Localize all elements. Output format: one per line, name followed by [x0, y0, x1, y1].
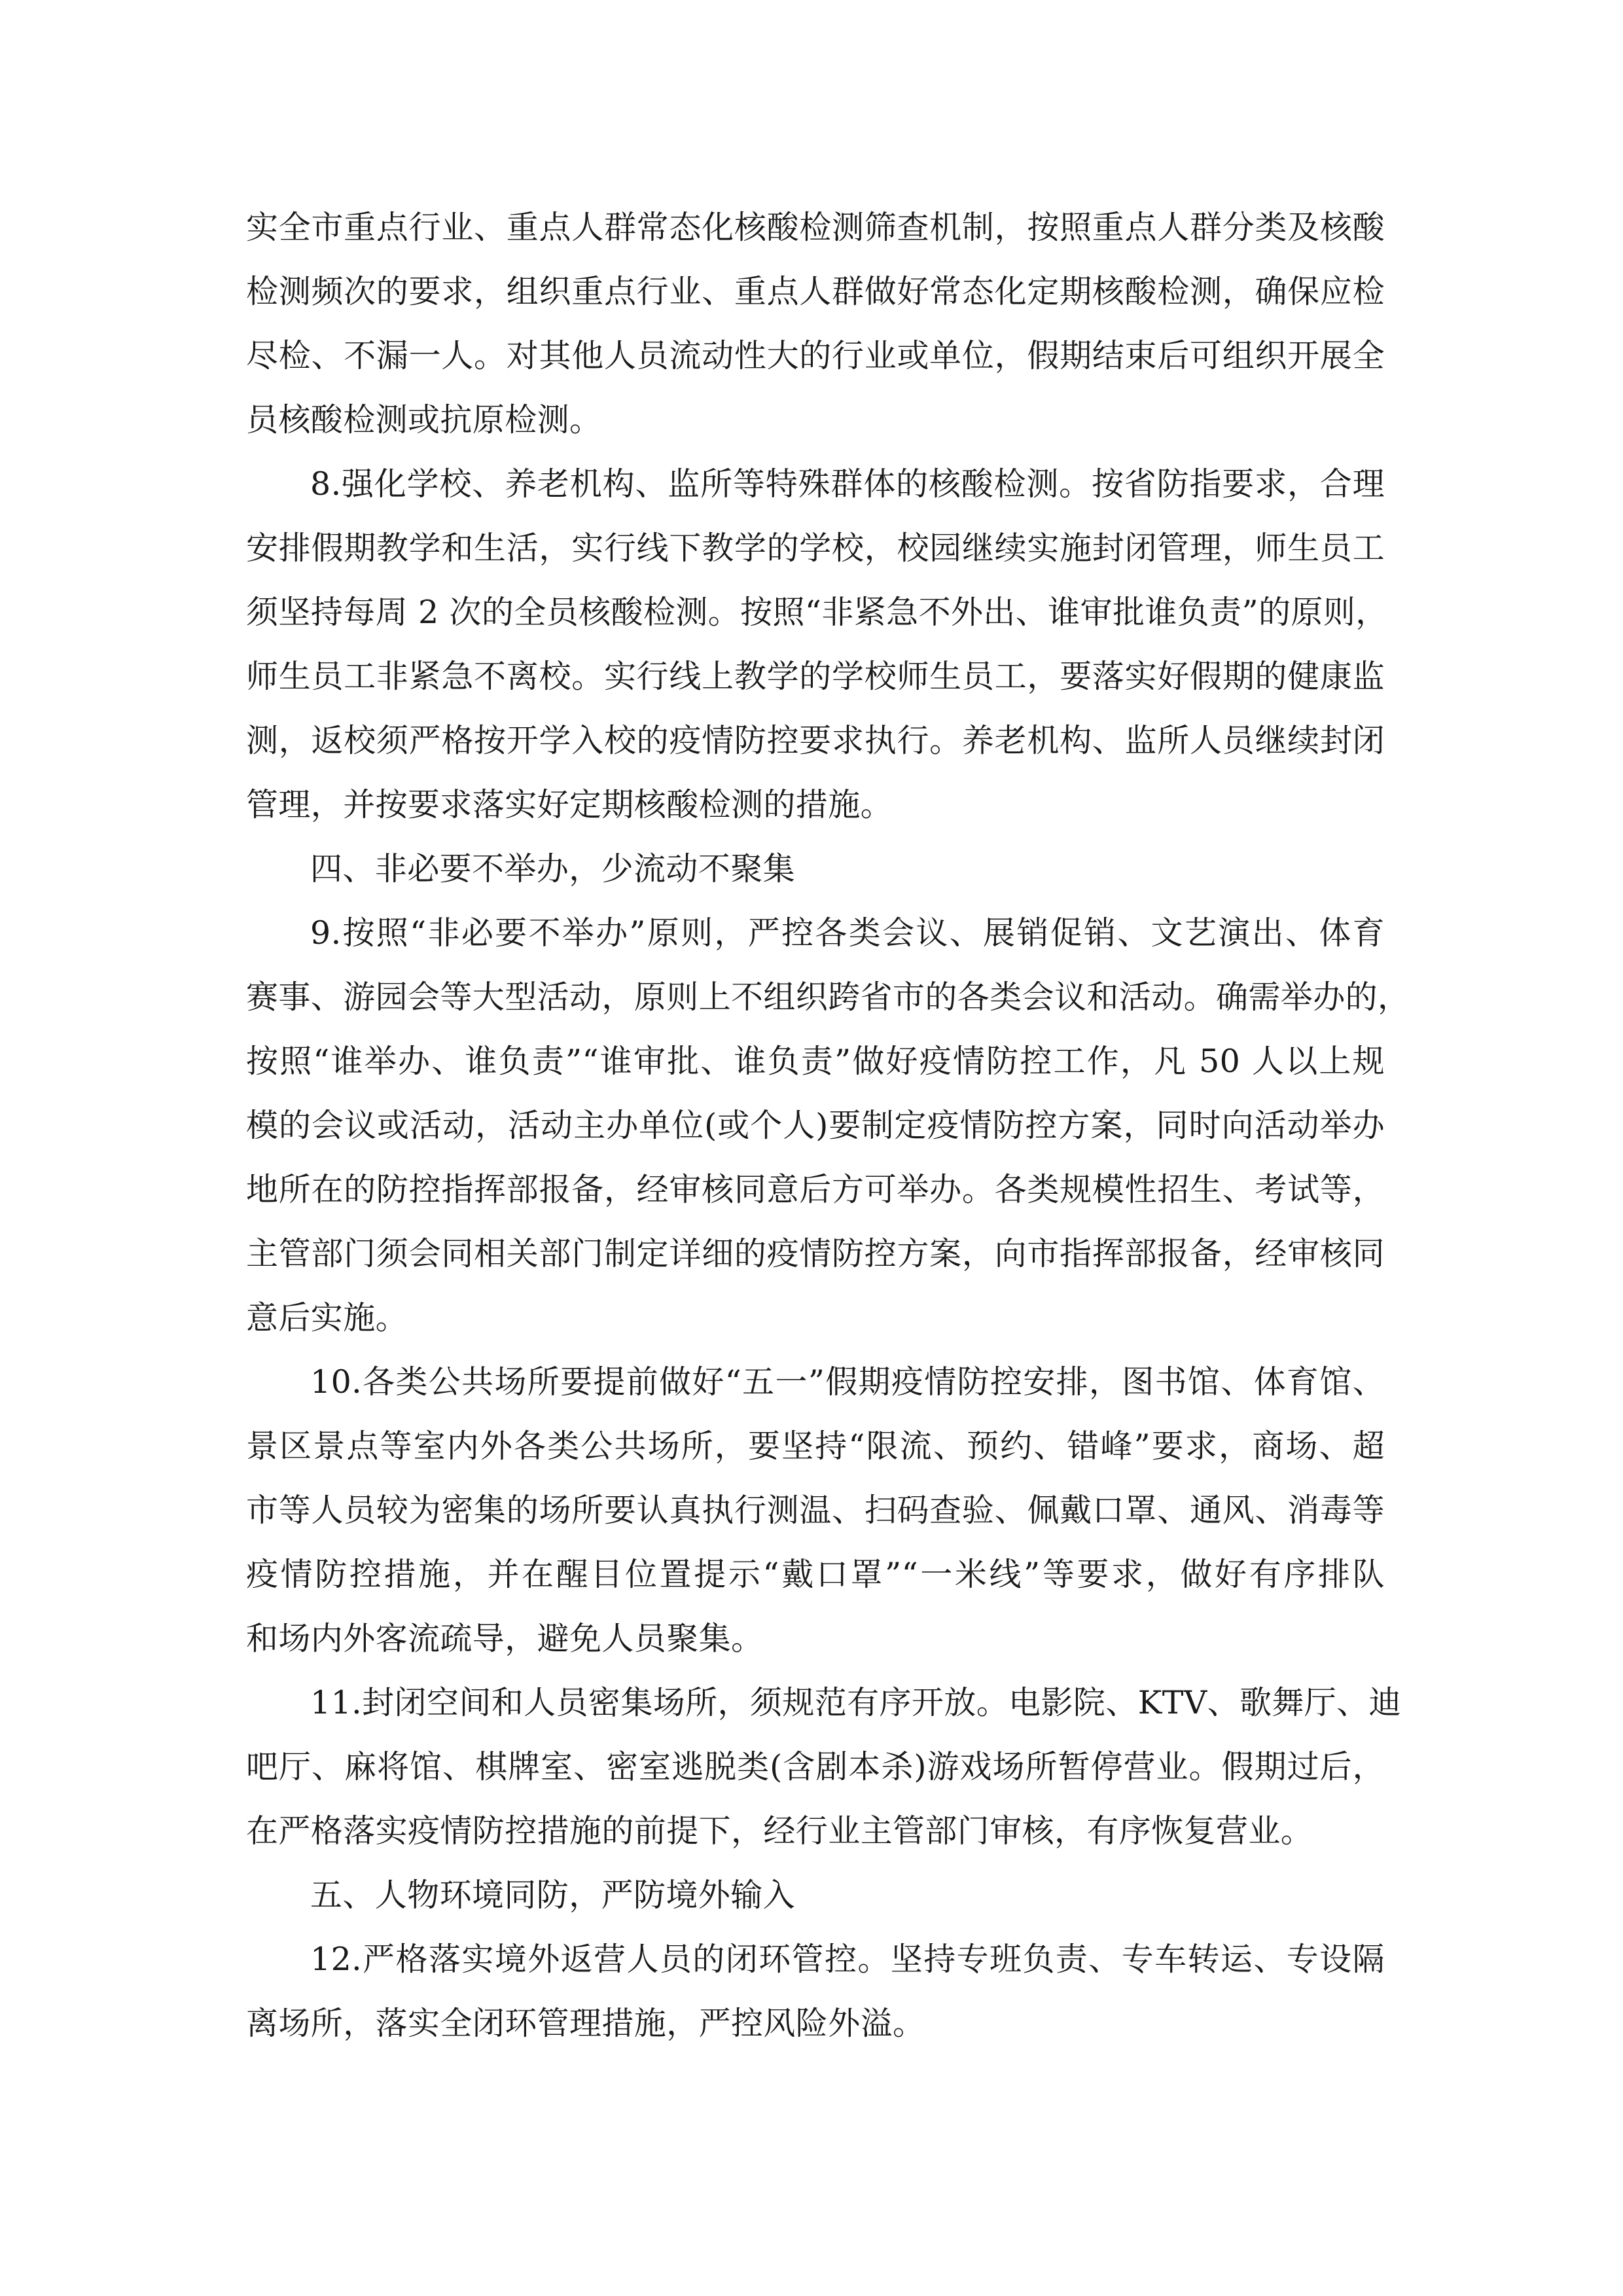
paragraph-start-line: 8.强化学校、养老机构、监所等特殊群体的核酸检测。按省防指要求，合理: [310, 465, 1385, 503]
text-line: 测，返校须严格按开学入校的疫情防控要求执行。养老机构、监所人员继续封闭: [246, 722, 1385, 759]
paragraph-start-line: 10.各类公共场所要提前做好“五一”假期疫情防控安排，图书馆、体育馆、: [310, 1363, 1385, 1401]
text-line: 地所在的防控指挥部报备，经审核同意后方可举办。各类规模性招生、考试等，: [246, 1171, 1385, 1208]
text-line: 实全市重点行业、重点人群常态化核酸检测筛查机制，按照重点人群分类及核酸: [246, 209, 1385, 246]
text-line: 尽检、不漏一人。对其他人员流动性大的行业或单位，假期结束后可组织开展全: [246, 337, 1385, 374]
text-line: 吧厅、麻将馆、棋牌室、密室逃脱类(含剧本杀)游戏场所暂停营业。假期过后，: [246, 1748, 1385, 1785]
text-line: 管理，并按要求落实好定期核酸检测的措施。: [246, 786, 893, 823]
text-line: 须坚持每周 2 次的全员核酸检测。按照“非紧急不外出、谁审批谁负责”的原则，: [246, 594, 1388, 631]
section-heading: 五、人物环境同防，严防境外输入: [310, 1876, 796, 1914]
text-line: 赛事、游园会等大型活动，原则上不组织跨省市的各类会议和活动。确需举办的，: [246, 978, 1410, 1016]
text-line: 意后实施。: [246, 1299, 408, 1336]
text-line: 师生员工非紧急不离校。实行线上教学的学校师生员工，要落实好假期的健康监: [246, 658, 1385, 695]
text-line: 景区景点等室内外各类公共场所，要坚持“限流、预约、错峰”要求，商场、超: [246, 1427, 1385, 1465]
text-line: 按照“谁举办、谁负责”“谁审批、谁负责”做好疫情防控工作，凡 50 人以上规: [246, 1043, 1385, 1080]
text-line: 离场所，落实全闭环管理措施，严控风险外溢。: [246, 2005, 925, 2042]
paragraph-start-line: 12.严格落实境外返营人员的闭环管控。坚持专班负责、专车转运、专设隔: [310, 1941, 1385, 1978]
text-line: 安排假期教学和生活，实行线下教学的学校，校园继续实施封闭管理，师生员工: [246, 529, 1385, 567]
paragraph-start-line: 11.封闭空间和人员密集场所，须规范有序开放。电影院、KTV、歌舞厅、迪: [310, 1684, 1402, 1721]
text-line: 检测频次的要求，组织重点行业、重点人群做好常态化定期核酸检测，确保应检: [246, 273, 1385, 310]
paragraph-start-line: 9.按照“非必要不举办”原则，严控各类会议、展销促销、文艺演出、体育: [310, 914, 1385, 952]
text-line: 和场内外客流疏导，避免人员聚集。: [246, 1620, 764, 1657]
text-line: 疫情防控措施，并在醒目位置提示“戴口罩”“一米线”等要求，做好有序排队: [246, 1556, 1385, 1593]
text-line: 在严格落实疫情防控措施的前提下，经行业主管部门审核，有序恢复营业。: [246, 1812, 1313, 1850]
text-line: 市等人员较为密集的场所要认真执行测温、扫码查验、佩戴口罩、通风、消毒等: [246, 1492, 1385, 1529]
section-heading: 四、非必要不举办，少流动不聚集: [310, 850, 796, 888]
text-line: 主管部门须会同相关部门制定详细的疫情防控方案，向市指挥部报备，经审核同: [246, 1235, 1385, 1272]
text-line: 员核酸检测或抗原检测。: [246, 401, 602, 439]
text-line: 模的会议或活动，活动主办单位(或个人)要制定疫情防控方案，同时向活动举办: [246, 1107, 1385, 1144]
